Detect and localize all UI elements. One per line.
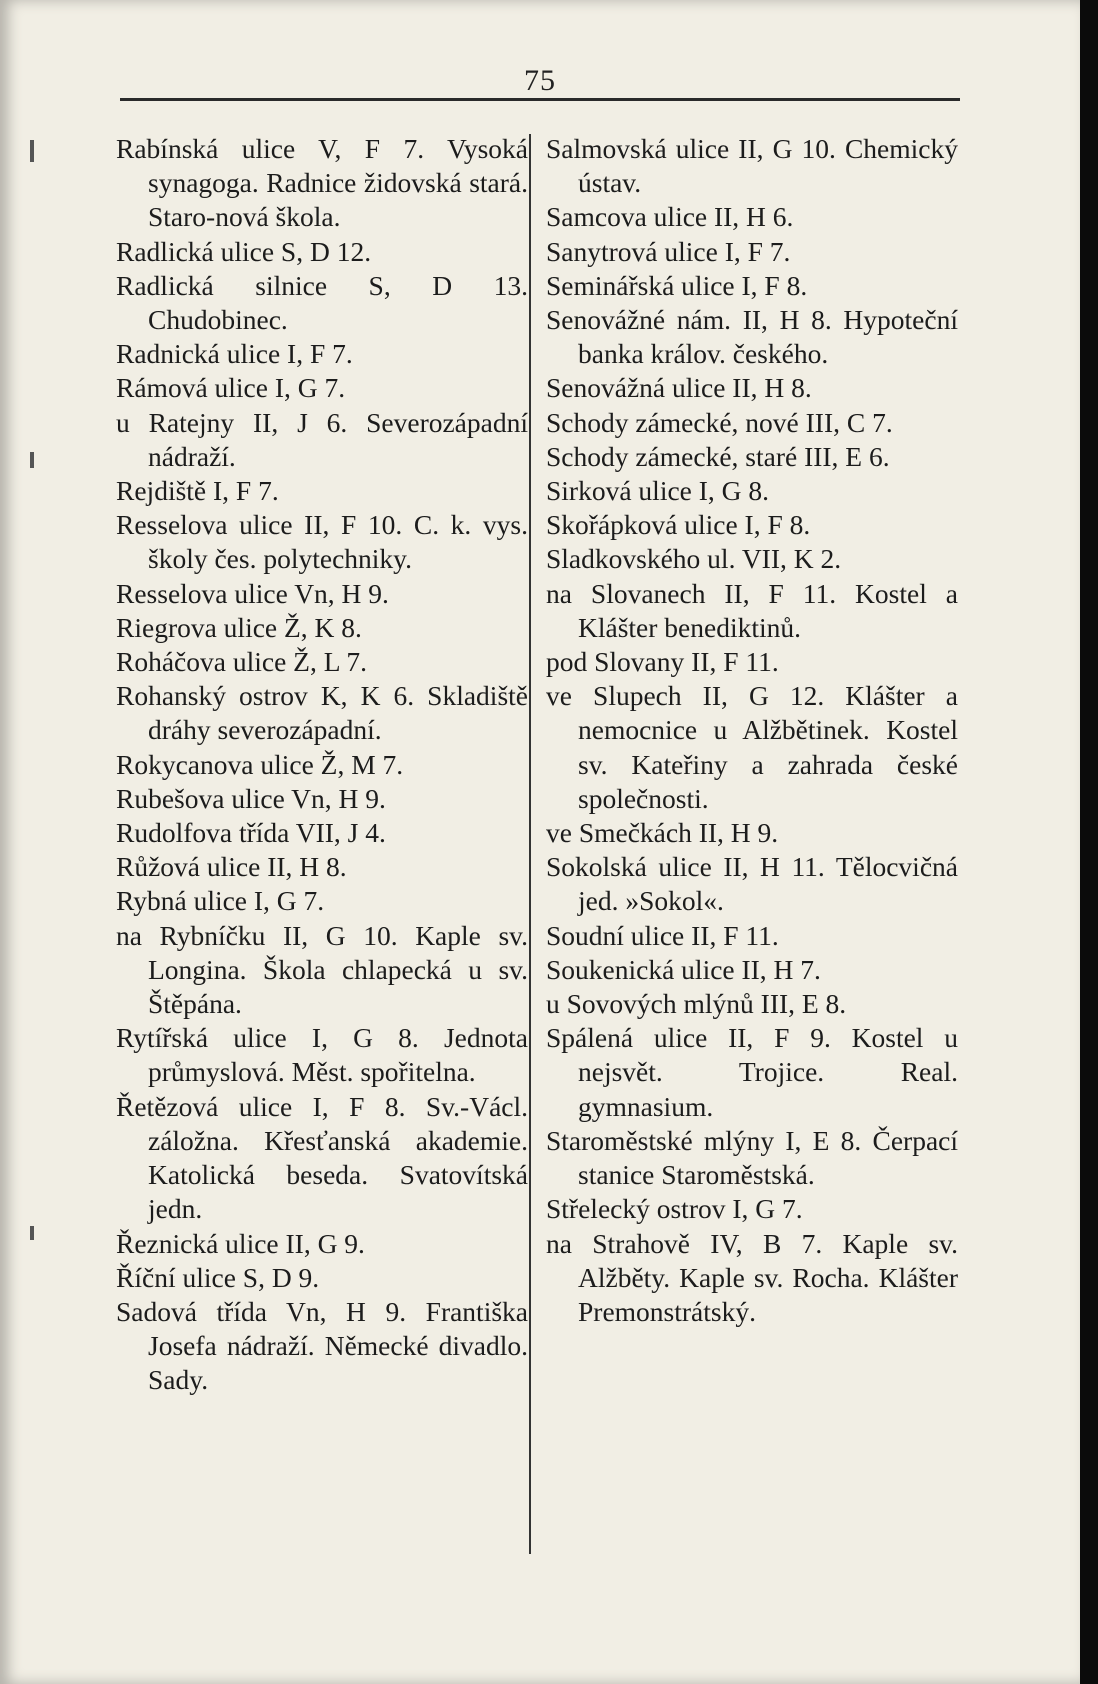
directory-entry: pod Slovany II, F 11. [546,646,779,678]
directory-entry: Rubešova ulice Vn, H 9. [116,782,386,814]
directory-entry: na Slovanech II, F 11. Kostel a Klášter benediktinů. [546,577,958,643]
directory-entry: Radnická ulice I, F 7. [116,338,353,370]
directory-entry: Seminářská ulice I, F 8. [546,269,808,301]
directory-entry: Rejdiště I, F 7. [116,475,279,507]
right-column [546,132,958,1552]
directory-entry: Soudní ulice II, F 11. [546,919,779,951]
directory-entry: Senovážné nám. II, H 8. Hypoteční banka králov. českého. [546,304,958,370]
column-divider [529,134,531,1554]
directory-entry: Sokolská ulice II, H 11. Tělocvičná jed. »Sokol«. [546,851,958,917]
margin-mark [30,1226,34,1240]
directory-entry: Staroměstské mlýny I, E 8. Čerpací stanice Staroměstská. [546,1124,958,1191]
directory-entry: Radlická silnice S, D 13. Chudobinec. [116,269,528,336]
directory-entry: Sadová třída Vn, H 9. Františka Josefa nádraží. Německé divadlo. Sady. [116,1295,528,1396]
directory-entry: Sladkovského ul. VII, K 2. [546,543,842,575]
page-edge-shadow [1080,0,1098,1684]
margin-mark [30,452,34,468]
directory-entry: Schody zámecké, nové III, C 7. [546,406,893,438]
directory-entry: Rokycanova ulice Ž, M 7. [116,748,404,780]
directory-entry: na Strahově IV, B 7. Kaple sv. Alžběty. Kaple sv. Rocha. Klášter Premonstrátský. [546,1227,958,1327]
directory-entry: Resselova ulice Vn, H 9. [116,577,389,609]
directory-entry: Rybná ulice I, G 7. [116,885,325,917]
directory-entry: Radlická ulice S, D 12. [116,235,372,267]
directory-entry: Salmovská ulice II, G 10. Chemický ústav. [546,133,958,199]
directory-entry: Samcova ulice II, H 6. [546,201,794,233]
directory-entry: u Sovových mlýnů III, E 8. [546,988,847,1020]
directory-entry: Riegrova ulice Ž, K 8. [116,611,362,643]
left-column [116,132,528,1552]
directory-entry: Sanytrová ulice I, F 7. [546,235,791,267]
directory-entry: Řetězová ulice I, F 8. Sv.-Václ. záložna. Křesťanská akademie. Katolická beseda. Svatovítská jedn. [116,1090,528,1225]
directory-entry: Rabínská ulice V, F 7. Vysoká synagoga. Radnice židovská stará. Staro-nová škola. [116,133,528,233]
margin-mark [30,140,34,162]
page-number: 75 [524,64,556,97]
directory-entry: Říční ulice S, D 9. [116,1261,320,1293]
directory-entry: Schody zámecké, staré III, E 6. [546,440,890,472]
page-header [120,64,960,104]
directory-entry: Rohanský ostrov K, K 6. Skladiště dráhy severozápadní. [116,680,528,746]
directory-entry: na Rybníčku II, G 10. Kaple sv. Longina. Škola chlapecká u sv. Štěpána. [116,919,528,1020]
directory-entry: Spálená ulice II, F 9. Kostel u nejsvět. Trojice. Real. gymnasium. [546,1022,958,1122]
directory-entry: ve Slupech II, G 12. Klášter a nemocnice u Alžbětinek. Kostel sv. Kateřiny a zahrada české společnosti. [546,680,958,814]
directory-entry: Rytířská ulice I, G 8. Jednota průmyslová. Měst. spořitelna. [116,1022,528,1088]
directory-entry: Senovážná ulice II, H 8. [546,372,812,404]
directory-entry: Řeznická ulice II, G 9. [116,1227,365,1259]
directory-entry: Resselova ulice II, F 10. C. k. vys. školy čes. polytechniky. [116,509,528,575]
directory-entry: Soukenická ulice II, H 7. [546,953,821,985]
directory-entry: Střelecký ostrov I, G 7. [546,1193,803,1225]
directory-entry: u Ratejny II, J 6. Severozápadní nádraží. [116,406,528,472]
header-rule [120,98,960,101]
directory-entry: Sirková ulice I, G 8. [546,475,770,507]
directory-entry: Růžová ulice II, H 8. [116,851,347,883]
directory-entry: ve Smečkách II, H 9. [546,817,779,849]
directory-entry: Skořápková ulice I, F 8. [546,509,811,541]
directory-entry: Rudolfova třída VII, J 4. [116,817,386,849]
directory-entry: Roháčova ulice Ž, L 7. [116,646,367,678]
directory-entry: Rámová ulice I, G 7. [116,372,346,404]
